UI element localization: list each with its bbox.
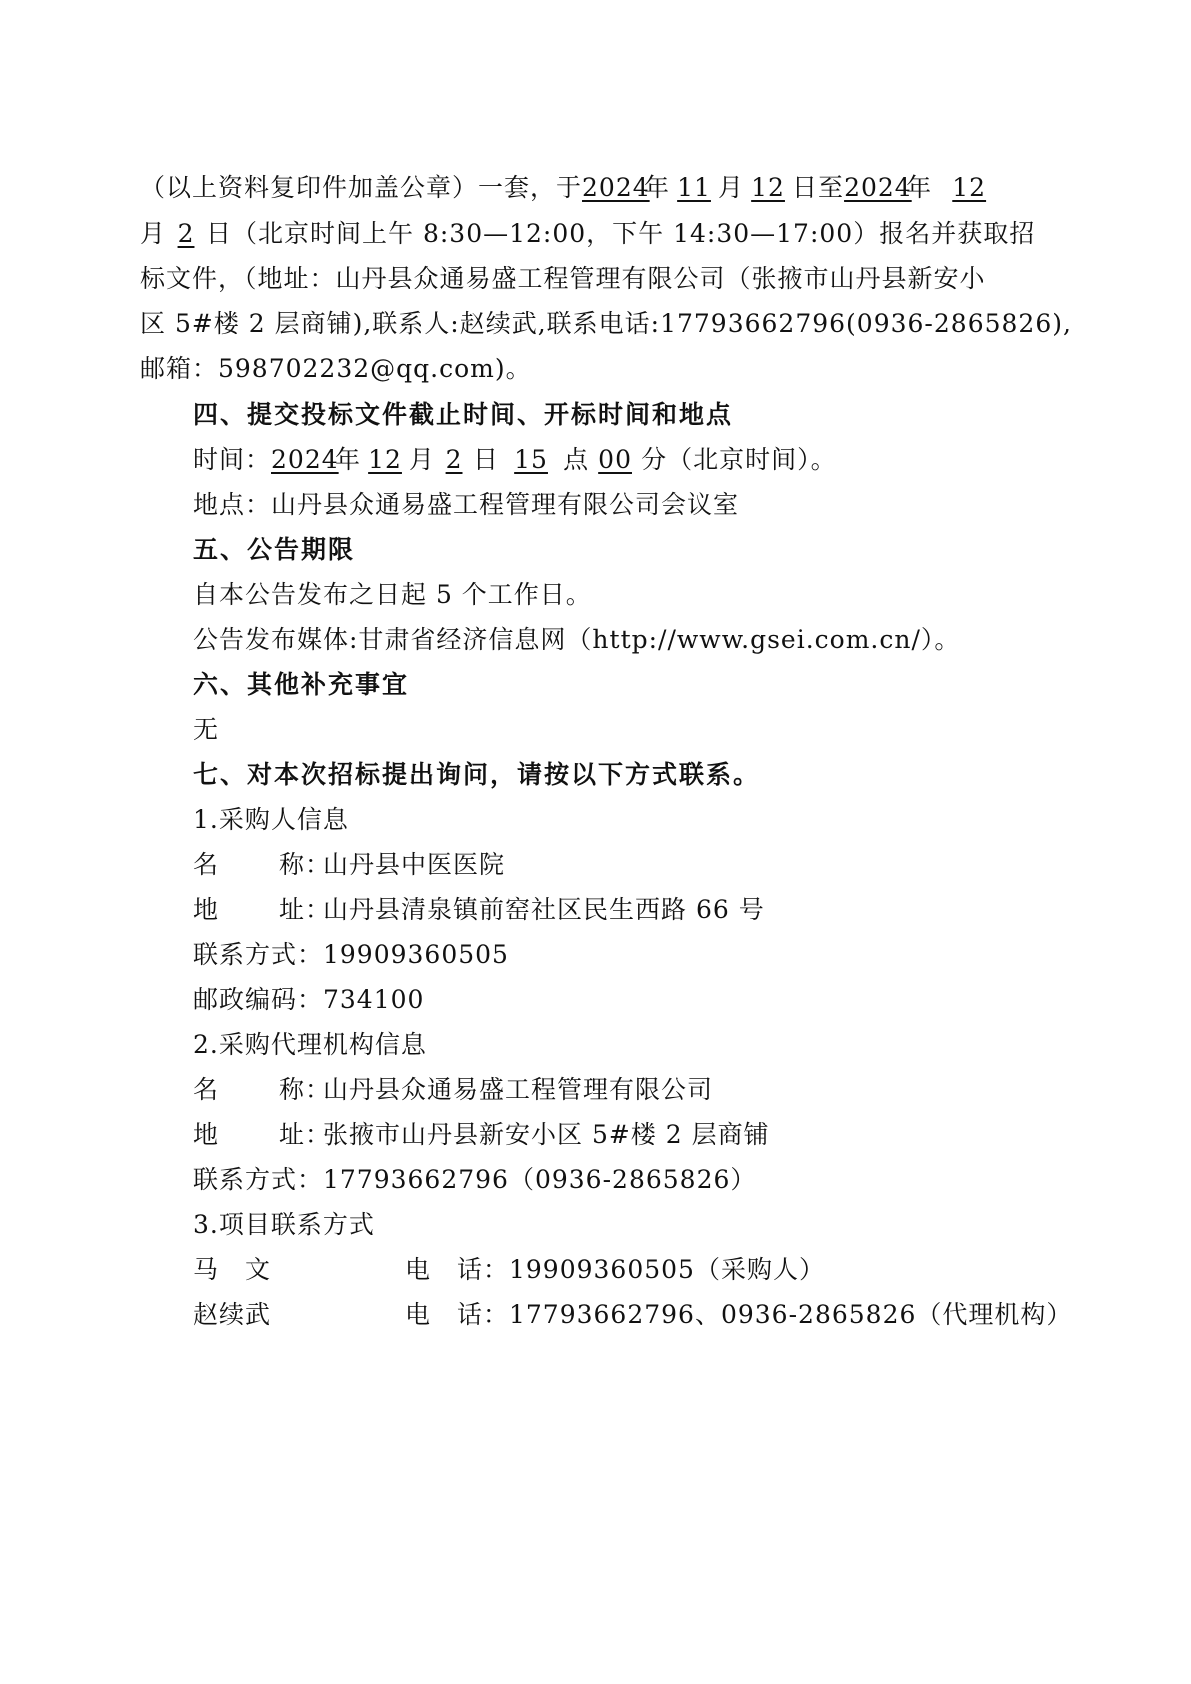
agency-info-title: 2.采购代理机构信息 [193, 1030, 427, 1059]
label-char: 址： [279, 895, 332, 924]
reg-end-day: 2 [177, 219, 195, 248]
deadline-month: 12 [368, 445, 402, 474]
bid-deadline-time [193, 443, 1113, 477]
agency-contact: 联系方式：17793662796（0936-2865826） [193, 1165, 757, 1194]
para-registration-line-5: 邮箱：598702232@qq.com)。 [140, 354, 532, 383]
para-registration-line-2 [140, 217, 1060, 251]
bid-opening-place: 地点：山丹县众通易盛工程管理有限公司会议室 [193, 490, 740, 519]
notice-period: 自本公告发布之日起 5 个工作日。 [193, 580, 592, 609]
text-span: 分（北京时间）。 [641, 445, 837, 474]
label-char: 称： [279, 850, 332, 879]
project-contact-row-1 [193, 1253, 1113, 1287]
agency-address-row [193, 1118, 1113, 1152]
text-span: 年 [335, 445, 362, 474]
buyer-address: 山丹县清泉镇前窑社区民生西路 66 号 [323, 895, 765, 924]
section-6-heading: 六、其他补充事宜 [193, 670, 410, 699]
reg-start-year: 2024 [582, 173, 650, 202]
other-matters: 无 [193, 715, 220, 744]
para-registration-line-3: 标文件，（地址：山丹县众通易盛工程管理有限公司（张掖市山丹县新安小 [140, 264, 986, 293]
contact-phone: 电 话：17793662796、0936-2865826（代理机构） [405, 1300, 1073, 1329]
contact-name: 赵续武 [193, 1300, 272, 1329]
text-span: （以上资料复印件加盖公章）一套，于 [140, 173, 583, 202]
label [193, 893, 332, 927]
contact-name: 马 文 [193, 1255, 272, 1284]
label-char: 地 [193, 1120, 220, 1149]
contact-phone: 电 话：19909360505（采购人） [405, 1255, 825, 1284]
deadline-day: 2 [445, 445, 463, 474]
deadline-year: 2024 [271, 445, 339, 474]
reg-end-year: 2024 [844, 173, 912, 202]
para-registration-line-1 [140, 171, 1060, 205]
agency-name-row [193, 1073, 1113, 1107]
label-char: 址： [279, 1120, 332, 1149]
notice-media: 公告发布媒体:甘肃省经济信息网（http://www.gsei.com.cn/）。 [193, 625, 961, 654]
para-registration-line-4: 区 5#楼 2 层商铺),联系人:赵续武,联系电话:17793662796(0936-2865826), [140, 309, 1072, 338]
buyer-address-row [193, 893, 1113, 927]
section-5-heading: 五、公告期限 [193, 535, 356, 564]
buyer-name-row [193, 848, 1113, 882]
text-span: 时间： [193, 445, 272, 474]
label [193, 1118, 332, 1152]
section-7-heading: 七、对本次招标提出询问，请按以下方式联系。 [193, 760, 761, 789]
buyer-zip: 邮政编码：734100 [193, 985, 425, 1014]
buyer-info-title: 1.采购人信息 [193, 805, 349, 834]
text-span: 年 [906, 173, 933, 202]
label [193, 1073, 332, 1107]
text-span: 年 [644, 173, 671, 202]
label-char: 名 [193, 1075, 220, 1104]
text-span: 日至 [792, 173, 845, 202]
label-char: 称： [279, 1075, 332, 1104]
label [193, 848, 332, 882]
buyer-name: 山丹县中医医院 [323, 850, 506, 879]
reg-start-month: 11 [677, 173, 711, 202]
project-contact-row-2 [193, 1298, 1113, 1332]
text-span: 月 [140, 219, 167, 248]
deadline-hour: 15 [514, 445, 548, 474]
text-span: 点 [563, 445, 590, 474]
label-char: 名 [193, 850, 220, 879]
label-char: 地 [193, 895, 220, 924]
agency-address: 张掖市山丹县新安小区 5#楼 2 层商铺 [323, 1120, 770, 1149]
reg-start-day: 12 [751, 173, 785, 202]
project-contact-title: 3.项目联系方式 [193, 1210, 375, 1239]
deadline-minute: 00 [598, 445, 632, 474]
agency-name: 山丹县众通易盛工程管理有限公司 [323, 1075, 714, 1104]
reg-end-month: 12 [952, 173, 987, 202]
text-span: 日 [473, 445, 500, 474]
buyer-contact: 联系方式：19909360505 [193, 940, 509, 969]
text-span: 月 [718, 173, 745, 202]
text-span: 日（北京时间上午 8:30—12:00，下午 14:30—17:00）报名并获取招 [206, 219, 1036, 248]
section-4-heading: 四、提交投标文件截止时间、开标时间和地点 [193, 400, 734, 429]
text-span: 月 [409, 445, 436, 474]
